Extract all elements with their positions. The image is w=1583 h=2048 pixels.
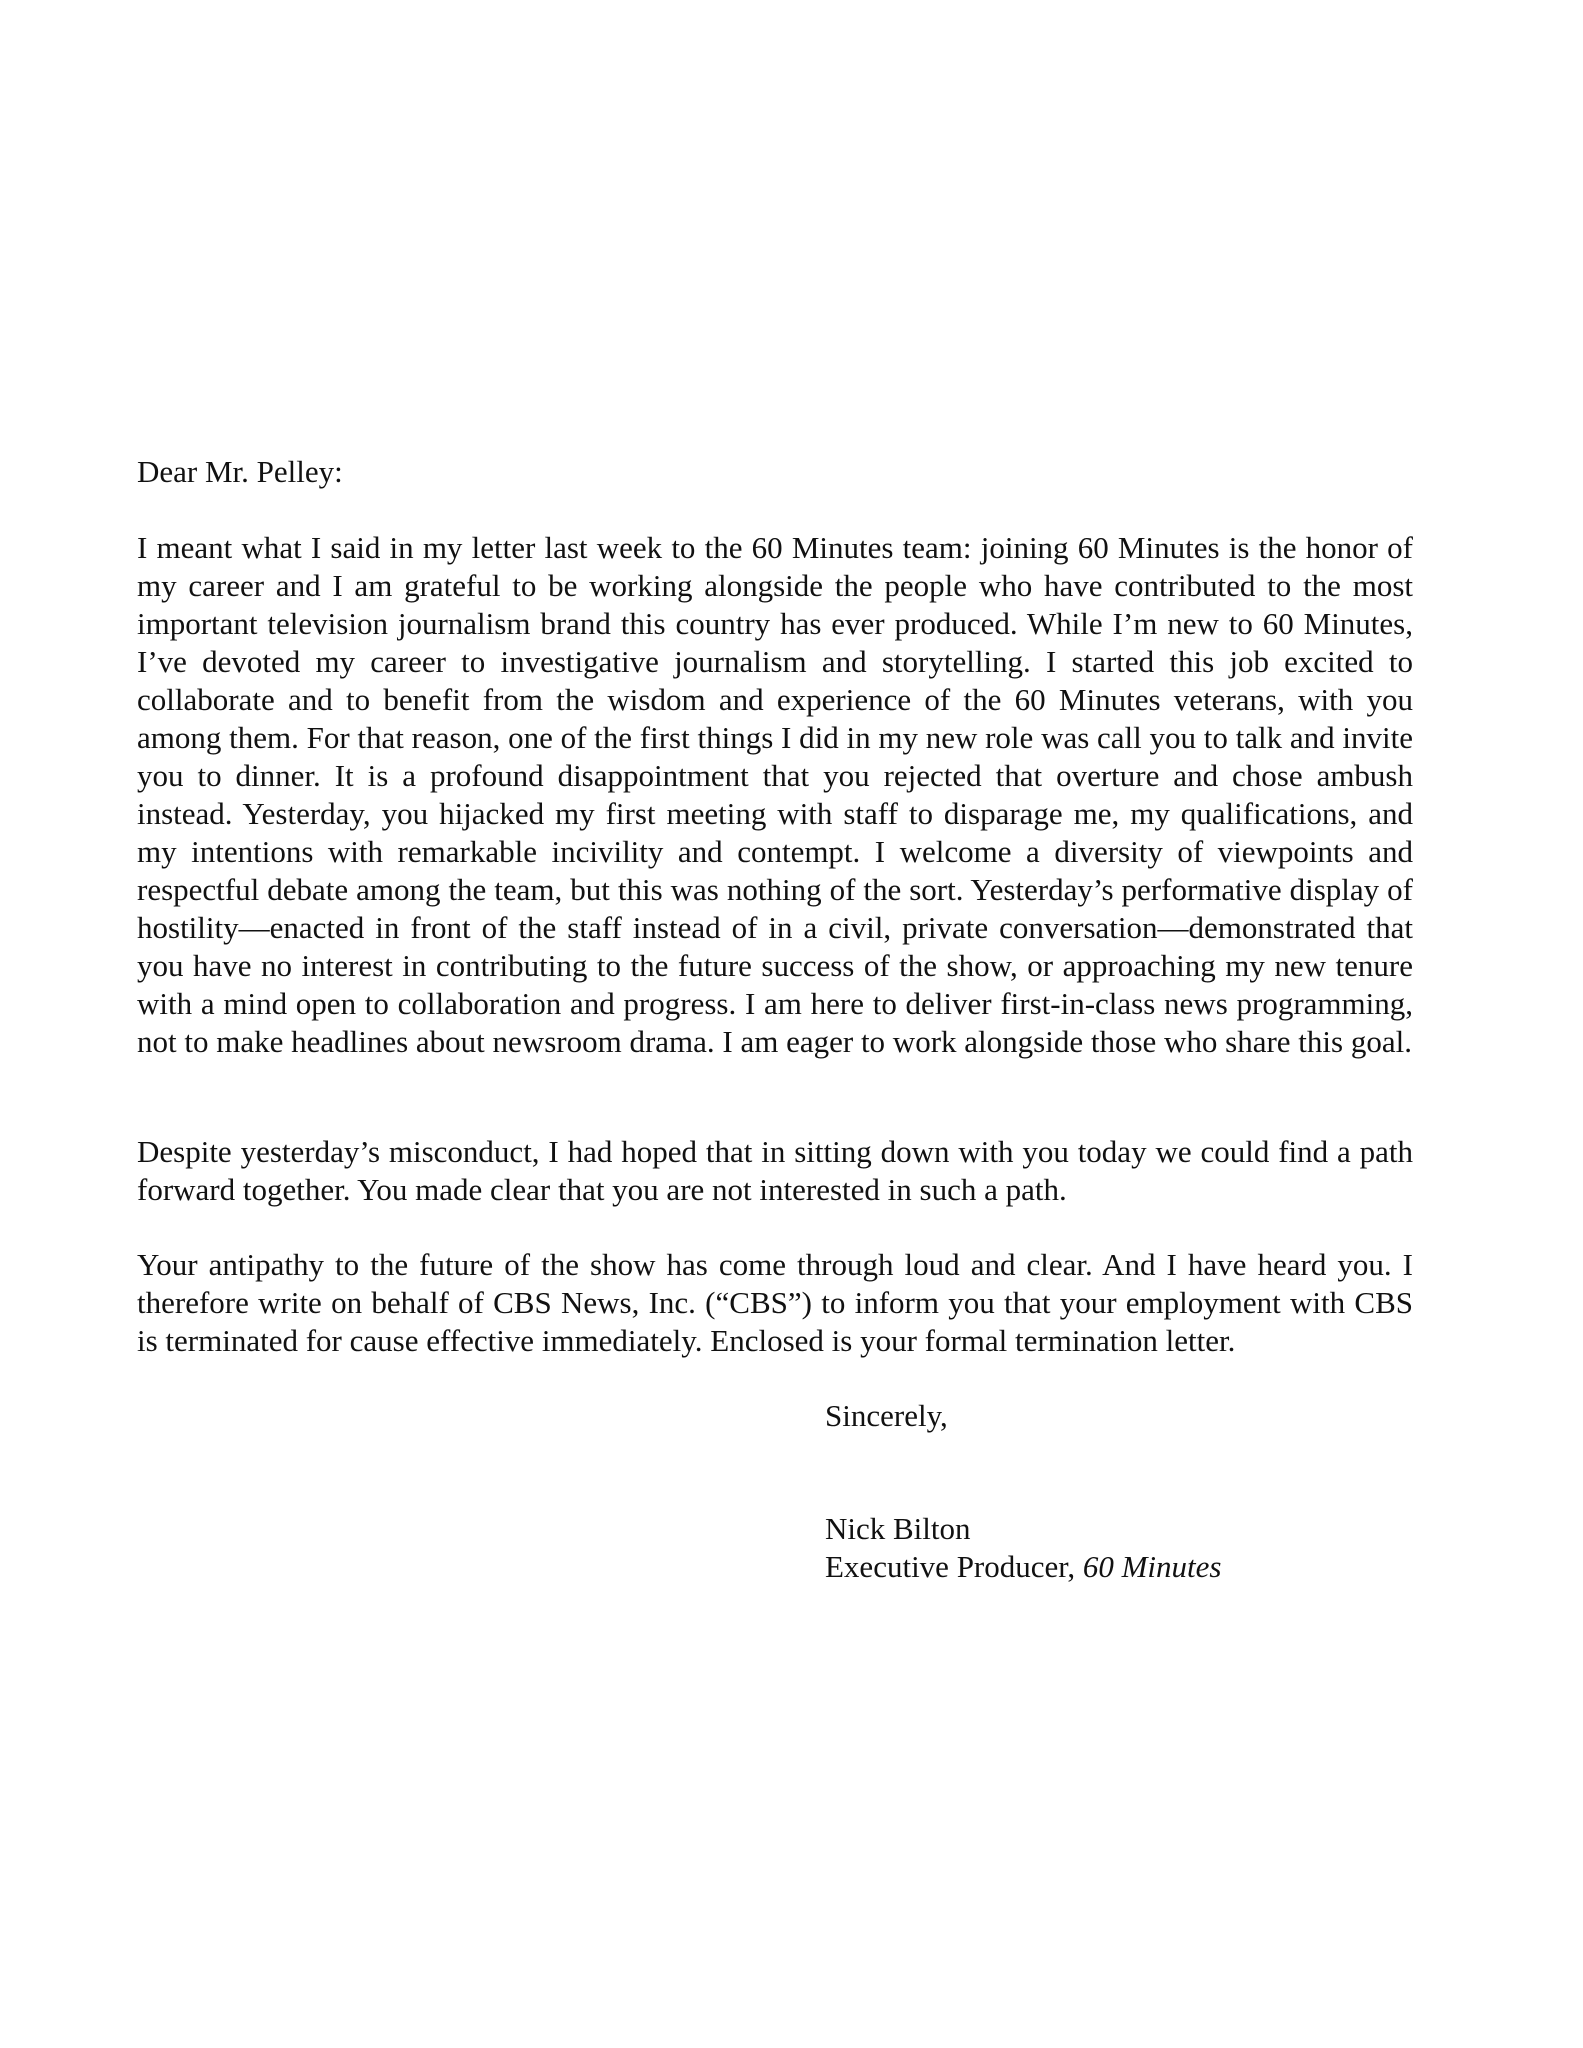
signer-title: Executive Producer, <box>825 1549 1083 1584</box>
body-paragraph-3: Your antipathy to the future of the show has come through loud and clear. And I have heard you. I therefore write on behalf of CBS News, Inc. (“CBS”) to inform you that your employment with CBS is terminated for cause effective immediately. Enclosed is your formal termination letter. <box>137 1247 1413 1358</box>
signer-show: 60 Minutes <box>1082 1549 1222 1584</box>
closing: Sincerely, <box>825 1398 948 1433</box>
body-paragraph-2: Despite yesterday’s misconduct, I had hoped that in sitting down with you today we could find a path forward together. You made clear that you are not interested in such a path. <box>137 1134 1413 1207</box>
signature-block <box>825 1510 1221 1586</box>
body-paragraph-1: I meant what I said in my letter last week to the 60 Minutes team: joining 60 Minutes is the honor of my career and I am grateful to be working alongside the people who have contributed to the most important television journalism brand this country has ever produced. While I’m new to 60 Minutes, I’ve devoted my career to investigative journalism and storytelling. I started this job excited to collaborate and to benefit from the wisdom and experience of the 60 Minutes veterans, with you among them. For that reason, one of the first things I did in my new role was call you to talk and invite you to dinner. It is a profound disappointment that you rejected that overture and chose ambush instead. Yesterday, you hijacked my first meeting with staff to disparage me, my qualifications, and my intentions with remarkable incivility and contempt. I welcome a diversity of viewpoints and respectful debate among the team, but this was nothing of the sort. Yesterday’s performative display of hostility—enacted in front of the staff instead of in a civil, private conversation—demonstrated that you have no interest in contributing to the future success of the show, or approaching my new tenure with a mind open to collaboration and progress. I am here to deliver first-in-class news programming, not to make headlines about newsroom drama. I am eager to work alongside those who share this goal. <box>137 530 1413 1059</box>
signer-title-line <box>825 1548 1221 1586</box>
salutation: Dear Mr. Pelley: <box>137 454 343 489</box>
signer-name: Nick Bilton <box>825 1511 971 1546</box>
